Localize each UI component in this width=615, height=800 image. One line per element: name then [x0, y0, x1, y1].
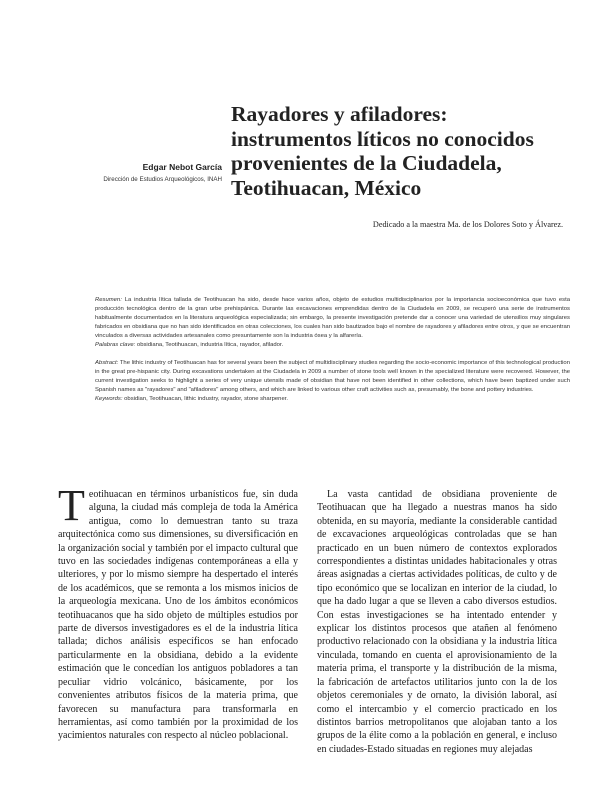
- author-affiliation: Dirección de Estudios Arqueológicos, INAH: [103, 176, 222, 183]
- abstract-keywords-text: obsidian, Teotihuacan, lithic industry, rayador, stone sharpener.: [124, 395, 288, 402]
- body-column-right: [317, 488, 557, 756]
- author-name: Edgar Nebot García: [142, 162, 222, 172]
- resumen-keywords-text: obsidiana, Teotihuacan, industria lítica, rayador, afilador.: [136, 342, 284, 349]
- abstract-text: The lithic industry of Teotihuacan has for several years been the subject of multidisciplinary studies regarding the socio-economic importance of this technological production in the great pre-hispanic city. During excavations undertaken at the Ciudadela in 2009 a number of stone tools well known in the specialized literature were recovered. However, the current investigation seeks to highlight a series of very unique utensils made of obsidian that have not been identified in other collections, which have been baptized under such Spanish names as "rayadores" and "afiladores" among others, and which are linked to various other craft activities such as, presumably, the bone and pottery industries.: [95, 359, 570, 393]
- dedication: Dedicado a la maestra Ma. de los Dolores Soto y Álvarez.: [372, 220, 563, 229]
- resumen-keywords-label: Palabras clave:: [95, 342, 136, 349]
- body-paragraph-2: La vasta cantidad de obsidiana proveniente de Teotihuacan que ha llegado a nuestras manos ha sido obtenida, en su mayoría, mediante la considerable cantidad de excavaciones arqueológicas controladas que se han practicado en un buen número de contextos explorados correspondientes a distintas unidades habitacionales y otras áreas asignadas a ciertas actividades políticas, de culto y de tipo económico que se localizan en interior de la ciudad, lo que ha dado lugar a que se lleven a cabo diversos estudios. Con estas investigaciones se ha intentado entender y explicar los distintos procesos que atañen al fenómeno productivo relacionado con la obsidiana y la industria lítica vinculada, tomando en cuenta el aprovisionamiento de la materia prima, el transporte y la distribución de la misma, la fabricación de artefactos utilitarios junto con la de los objetos ceremoniales y de ornato, la división laboral, así como el intercambio y el comercio practicado en los distintos barrios metropolitanos que alojaban tanto a los grupos de la élite como a la población en general, e incluso en ciudades-Estado situadas en regiones muy alejadas: [317, 489, 557, 755]
- abstract-keywords: [95, 395, 570, 404]
- abstract-keywords-label: Keywords:: [95, 395, 123, 402]
- drop-cap: T: [58, 481, 85, 530]
- author-block: [40, 162, 222, 185]
- body-paragraph-1: [58, 481, 298, 743]
- resumen-text: La industria lítica tallada de Teotihuacan ha sido, desde hace varios años, objeto de estudios multidisciplinarios por la importancia socioeconómica que tuvo esta producción tecnológica dentro de la gran urbe prehispánica. Durante las excavaciones emprendidas dentro de la Ciudadela en 2009, se recuperó una serie de instrumentos habitualmente documentados en la literatura arqueológica especializada; sin embargo, la presente investigación pretende dar a conocer una variedad de utensilios muy singulares fabricados en obsidiana que no han sido identificados en otras colecciones, los cuales han sido bautizados bajo el nombre de rayadores y afiladores entre otros, y que se encuentran vinculados a diversas actividades artesanales como presuntamente son la industria ósea y la alfarería.: [95, 297, 571, 340]
- abstracts-section: [95, 296, 570, 404]
- article-title: Rayadores y afiladores: instrumentos líticos no conocidos provenientes de la Ciudadela, Teotihuacan, México: [231, 102, 534, 200]
- body-paragraph-1-text: eotihuacan en términos urbanísticos fue, sin duda alguna, la ciudad más compleja de toda la América antigua, como lo demuestran tanto su traza arquitectónica como sus dimensiones, su diversificación en la organización social y también por el impacto cultural que tuvo en las sociedades indígenas contemporáneas a ella y ulteriores, y por lo mismo siempre ha despertado el interés de los académicos, que se remonta a los mismos inicios de la arqueología mexicana. Uno de los ámbitos económicos teotihuacanos que ha sido objeto de múltiples estudios por parte de diversos investigadores es el de la industria lítica tallada; dichos análisis específicos se han enfocado particularmente en la obsidiana, debido a la evidente estimación que le concedían los antiguos pobladores a tan peculiar vidrio volcánico, básicamente, por los convenientes atributos físicos de la materia prima, que favorecen su manufactura para transformarla en herramientas, así como también por la proximidad de los yacimientos naturales con respecto al núcleo poblacional.: [58, 489, 298, 742]
- resumen-paragraph: [95, 296, 570, 341]
- abstract-paragraph: [95, 359, 570, 395]
- abstract-label: Abstract:: [95, 359, 119, 366]
- resumen-label: Resumen:: [95, 297, 122, 303]
- body-column-left: [58, 481, 298, 743]
- resumen-keywords: [95, 341, 570, 350]
